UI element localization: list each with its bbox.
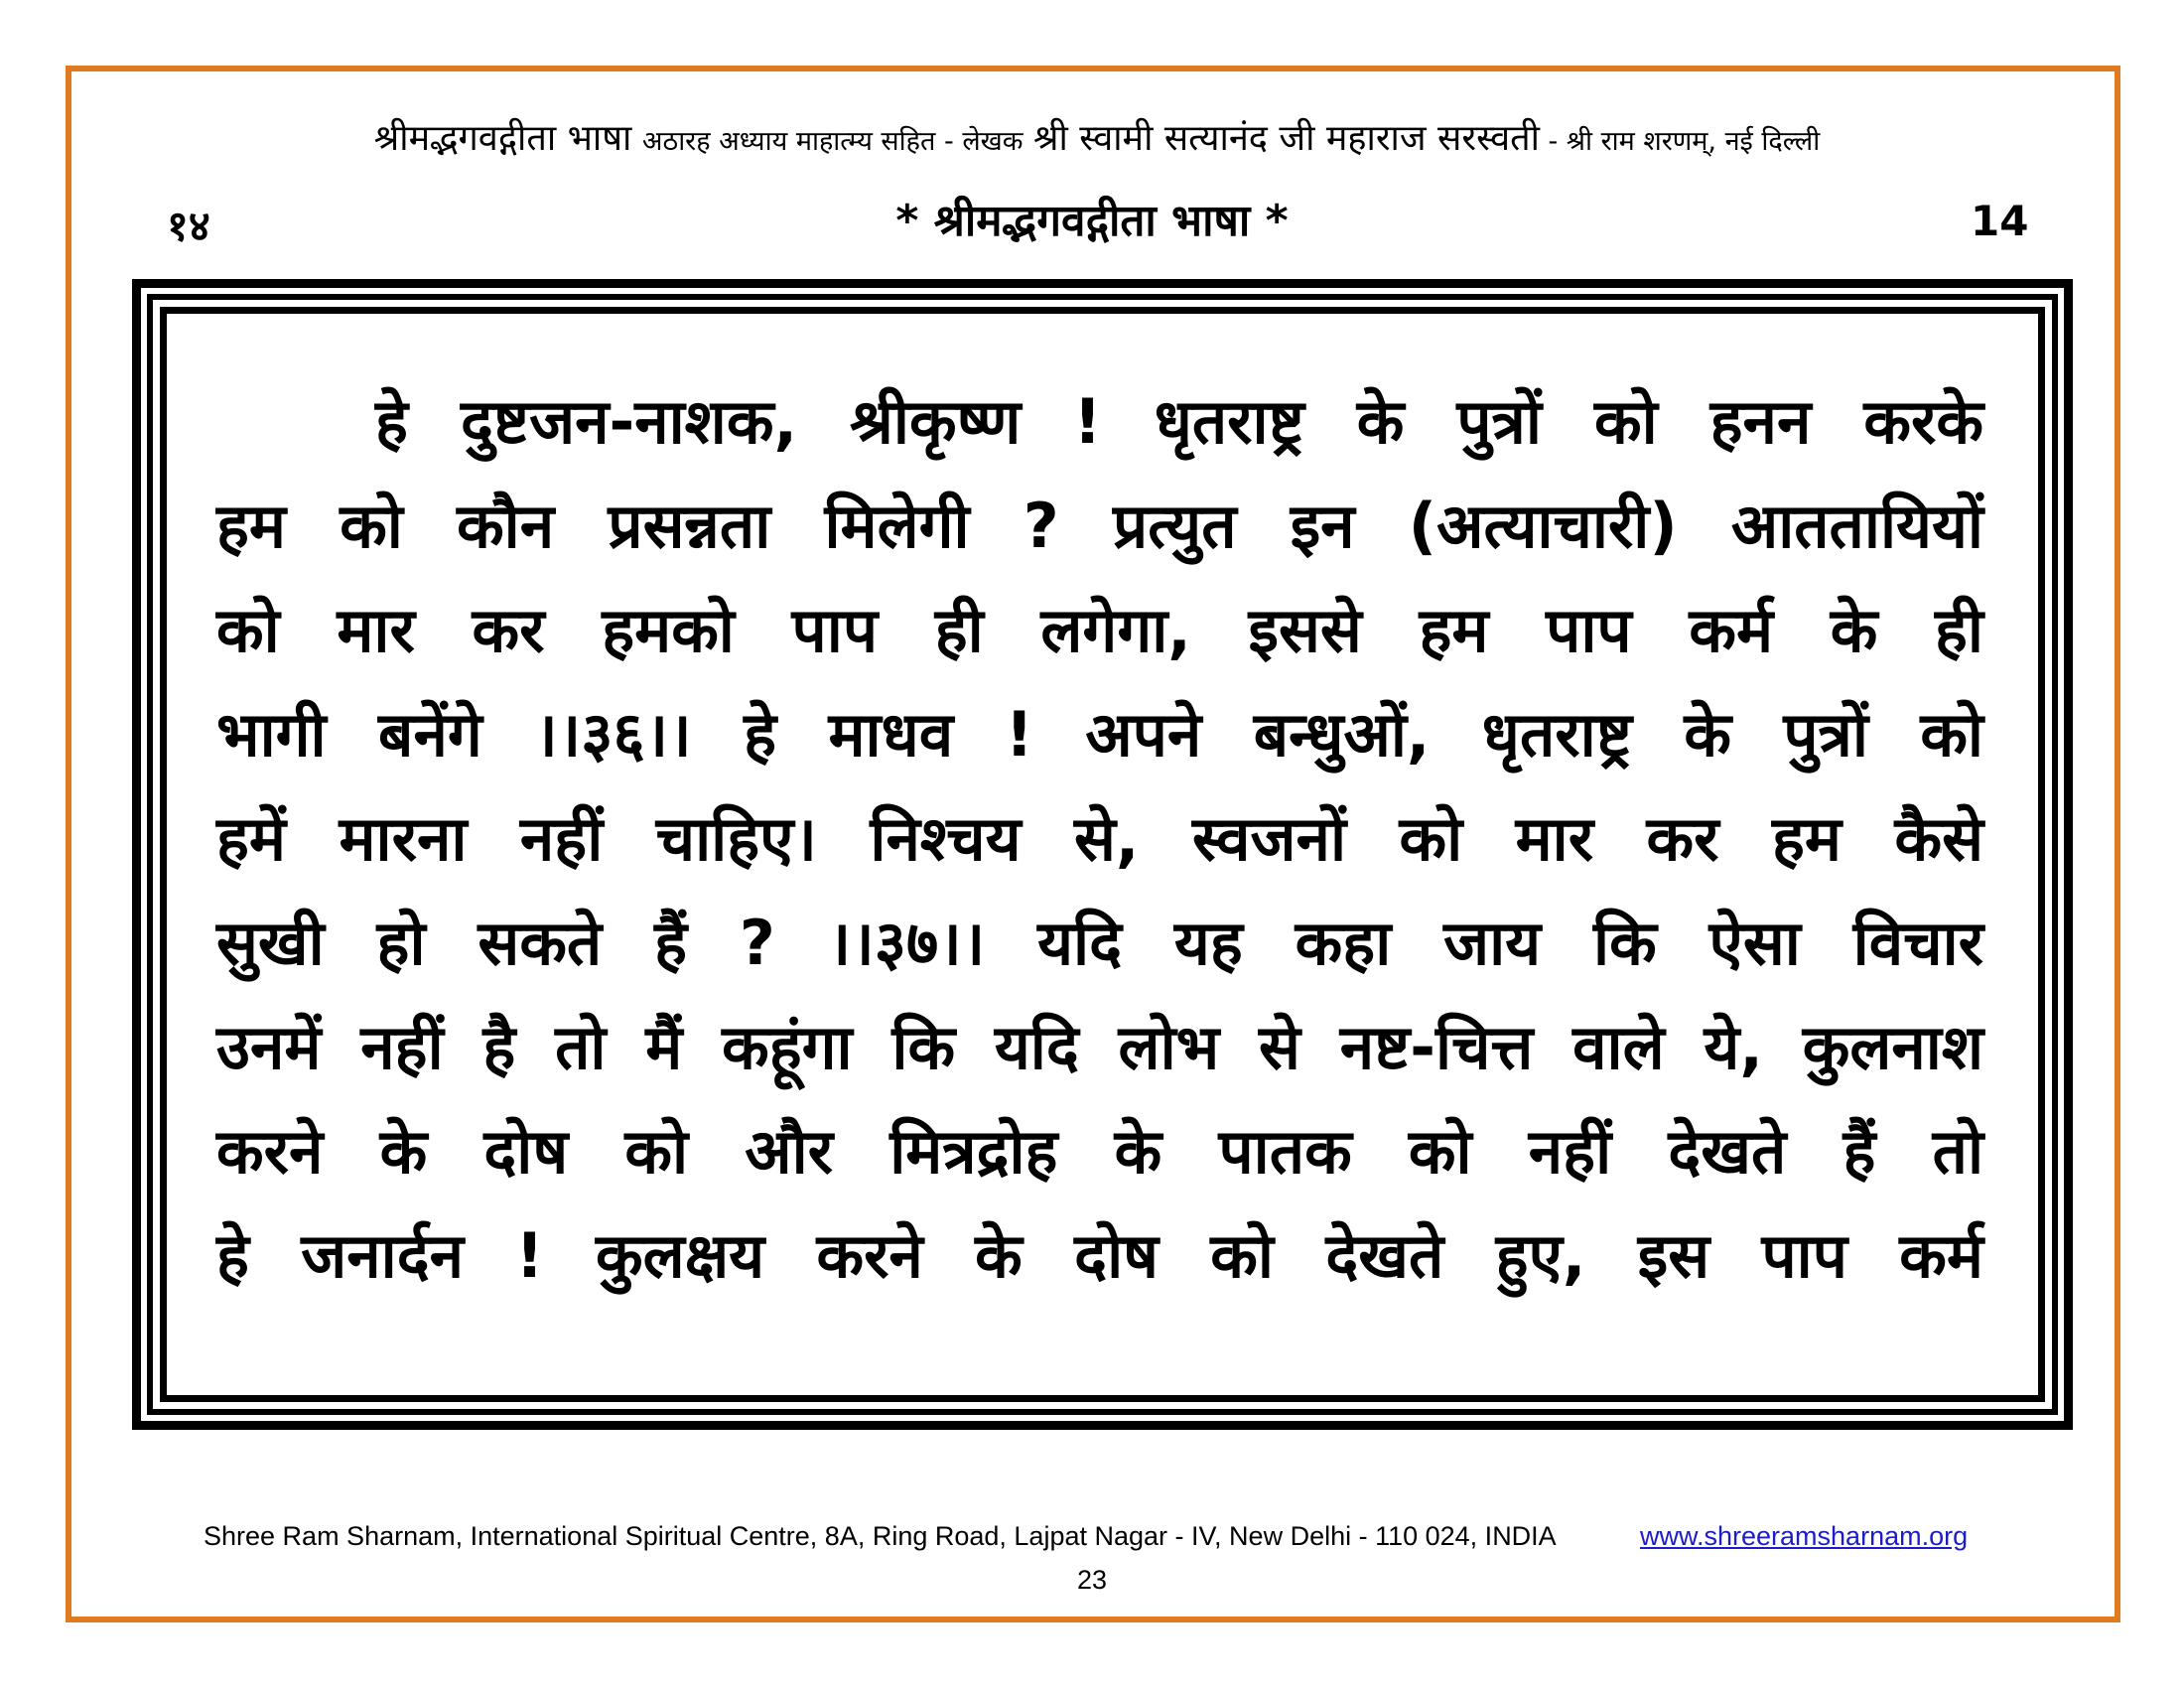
verse-line: हम को कौन प्रसन्नता मिलेगी ? प्रत्युत इन (अत्याचारी) आततायियों [216,490,1983,562]
header-separator: - [1539,126,1567,157]
footer-address: Shree Ram Sharnam, International Spiritual Centre, 8A, Ring Road, Lajpat Nagar - IV, New Delhi - 110 024, INDIA [204,1521,1557,1551]
book-title: श्रीमद्भगवद्गीता भाषा [373,118,632,159]
verse-line: सुखी हो सकते हैं ? ।।३७।। यदि यह कहा जाय कि ऐसा विचार [216,907,1983,979]
verse-line: उनमें नहीं है तो मैं कहूंगा कि यदि लोभ से नष्ट-चित्त वाले ये, कुलनाश [216,1011,1983,1083]
verse-line: हमें मारना नहीं चाहिए। निश्चय से, स्वजनों को मार कर हम कैसे [216,802,1983,875]
verse-line: को मार कर हमको पाप ही लगेगा, इससे हम पाप कर्म के ही [216,594,1983,666]
verse-line: हे जनार्दन ! कुलक्षय करने के दोष को देखते हुए, इस पाप कर्म [216,1219,1983,1292]
website-link[interactable]: www.shreeramsharnam.org [1640,1521,1969,1551]
page-header [129,115,2065,166]
running-title: * श्रीमद्भगवद्गीता भाषा * [895,196,1289,246]
publisher-name: श्री राम शरणम्, नई दिल्ली [1566,126,1821,157]
verse-line: भागी बनेंगे ।।३६।। हे माधव ! अपने बन्धुओं, धृतराष्ट्र के पुत्रों को [216,698,1983,771]
verse-text [216,369,1983,1308]
page-number-devanagari: १४ [167,202,210,250]
author-name: श्री स्वामी सत्यानंद जी महाराज सरस्वती [1032,118,1540,159]
book-subtitle: अठारह अध्याय माहात्म्य सहित - लेखक [641,126,1024,157]
footer-page-number: 23 [1076,1565,1108,1595]
page-number-arabic: 14 [1971,197,2029,245]
verse-line: हे दुष्टजन-नाशक, श्रीकृष्ण ! धृतराष्ट्र के पुत्रों को हनन करके [375,385,1983,458]
verse-line: करने के दोष को और मित्रद्रोह के पातक को नहीं देखते हैं तो [216,1115,1983,1188]
